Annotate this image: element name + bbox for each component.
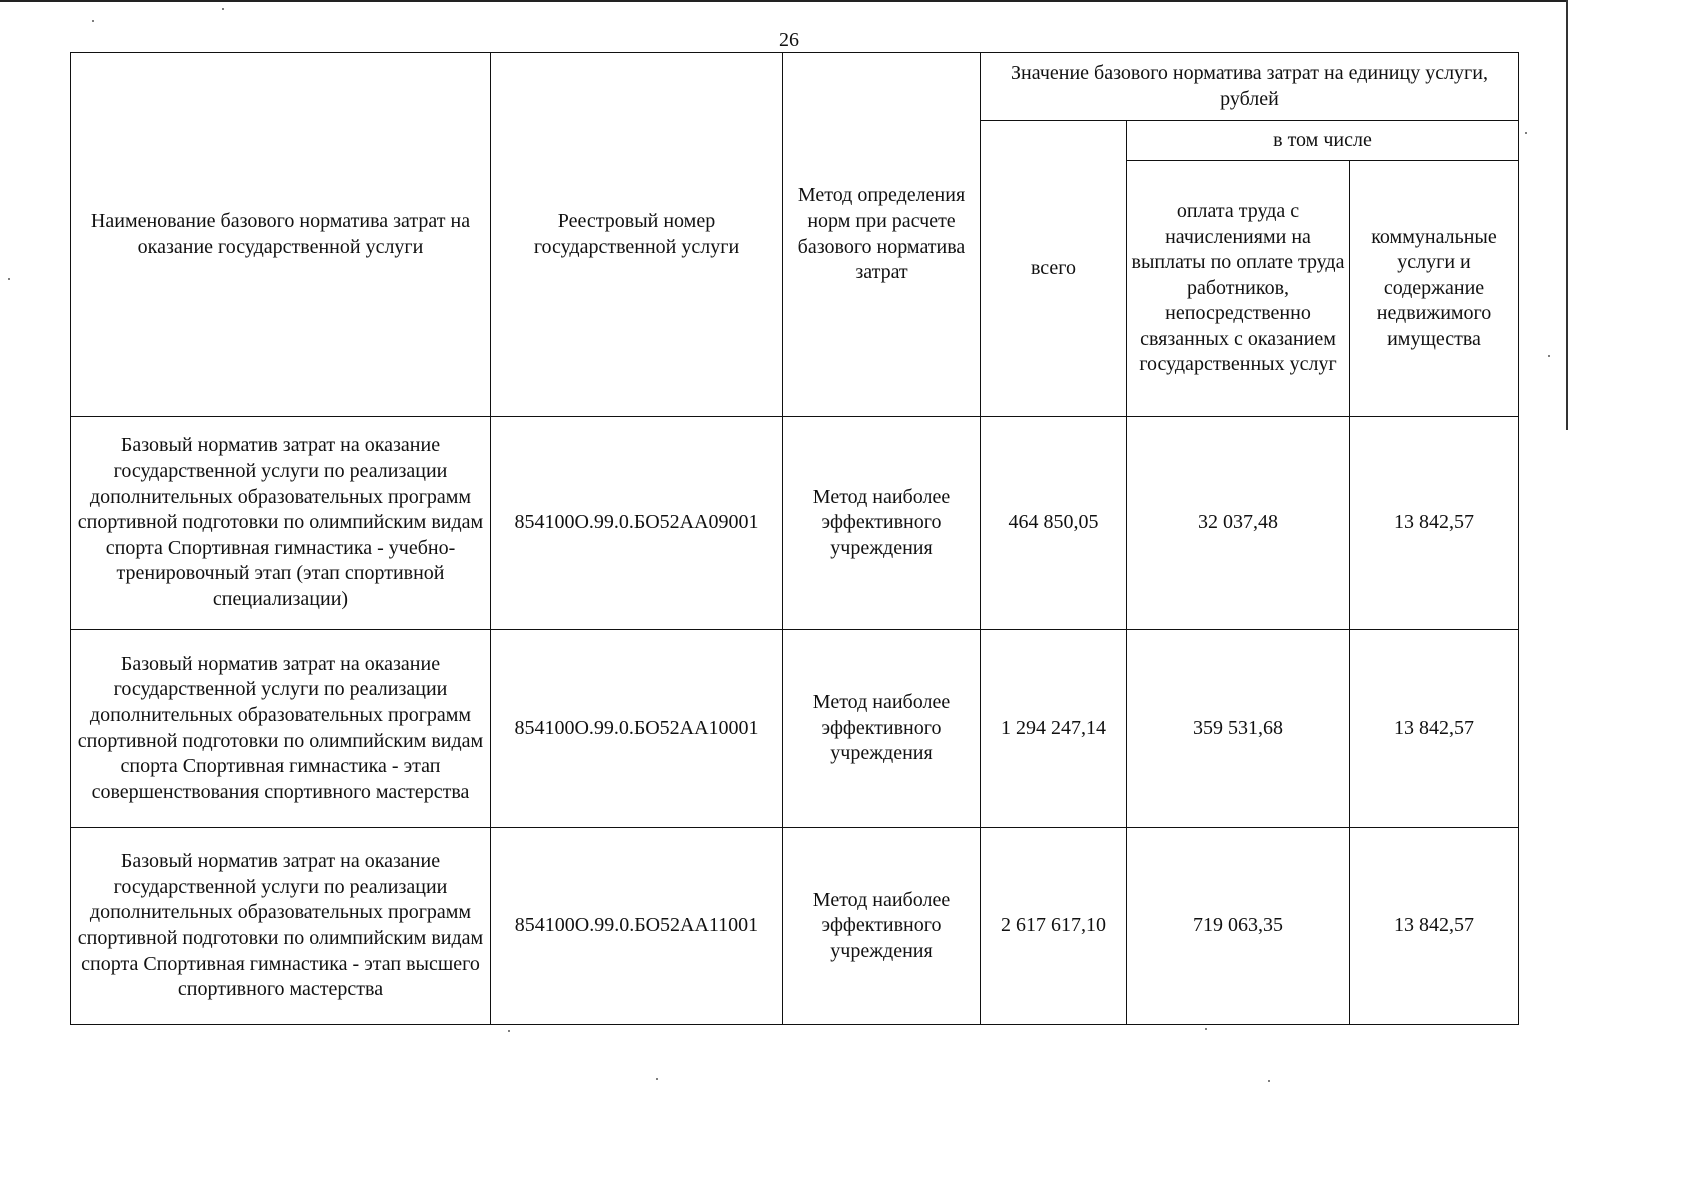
scan-speck: [1205, 1028, 1207, 1030]
row-labor-cell: 719 063,35: [1127, 828, 1350, 1025]
row-total-cell: 464 850,05: [981, 417, 1127, 630]
header-cell-registry-number: Реестровый номер государственной услуги: [491, 53, 783, 417]
row-name-cell: Базовый норматив затрат на оказание государственной услуги по реализации дополнительных образовательных программ спортивной подготовки по олимпийским видам спорта Спортивная гимнастика - этап высшего спортивного мастерства: [71, 828, 491, 1025]
scan-speck: [1525, 132, 1527, 134]
table-row: [71, 630, 1519, 828]
scan-speck: [8, 278, 10, 280]
row-utilities-cell: 13 842,57: [1350, 828, 1519, 1025]
scan-speck: [1548, 355, 1550, 357]
header-cell-labor: оплата труда с начислениями на выплаты по оплате труда работников, непосредственно связанных с оказанием государственных услуг: [1127, 161, 1350, 417]
table-row: [71, 828, 1519, 1025]
cost-norms-table: [70, 52, 1519, 1025]
row-total-cell: 2 617 617,10: [981, 828, 1127, 1025]
row-registry-number-cell: 854100О.99.0.БО52АА10001: [491, 630, 783, 828]
row-registry-number-cell: 854100О.99.0.БО52АА09001: [491, 417, 783, 630]
row-name-cell: Базовый норматив затрат на оказание государственной услуги по реализации дополнительных образовательных программ спортивной подготовки по олимпийским видам спорта Спортивная гимнастика - учебно-тренировочный этап (этап спортивной специализации): [71, 417, 491, 630]
row-labor-cell: 32 037,48: [1127, 417, 1350, 630]
table-row: [71, 417, 1519, 630]
header-cell-name: Наименование базового норматива затрат на оказание государственной услуги: [71, 53, 491, 417]
row-registry-number-cell: 854100О.99.0.БО52АА11001: [491, 828, 783, 1025]
scan-speck: [1268, 1080, 1270, 1082]
page-top-border: [0, 0, 1568, 2]
scan-speck: [508, 1030, 510, 1032]
row-method-cell: Метод наиболее эффективного учреждения: [783, 630, 981, 828]
row-utilities-cell: 13 842,57: [1350, 630, 1519, 828]
row-labor-cell: 359 531,68: [1127, 630, 1350, 828]
header-cell-total: всего: [981, 121, 1127, 417]
page-number: 26: [779, 29, 799, 51]
header-cell-method: Метод определения норм при расчете базового норматива затрат: [783, 53, 981, 417]
scan-speck: [92, 20, 94, 22]
row-method-cell: Метод наиболее эффективного учреждения: [783, 828, 981, 1025]
header-cell-value-group: Значение базового норматива затрат на единицу услуги, рублей: [981, 53, 1519, 121]
scan-speck: [656, 1078, 658, 1080]
header-cell-utilities: коммунальные услуги и содержание недвижимого имущества: [1350, 161, 1519, 417]
row-total-cell: 1 294 247,14: [981, 630, 1127, 828]
scan-speck: [222, 8, 224, 10]
table-header-row-1: [71, 53, 1519, 121]
page-right-border: [1566, 0, 1568, 430]
row-utilities-cell: 13 842,57: [1350, 417, 1519, 630]
row-name-cell: Базовый норматив затрат на оказание государственной услуги по реализации дополнительных образовательных программ спортивной подготовки по олимпийским видам спорта Спортивная гимнастика - этап совершенствования спортивного мастерства: [71, 630, 491, 828]
header-cell-including: в том числе: [1127, 121, 1519, 161]
row-method-cell: Метод наиболее эффективного учреждения: [783, 417, 981, 630]
